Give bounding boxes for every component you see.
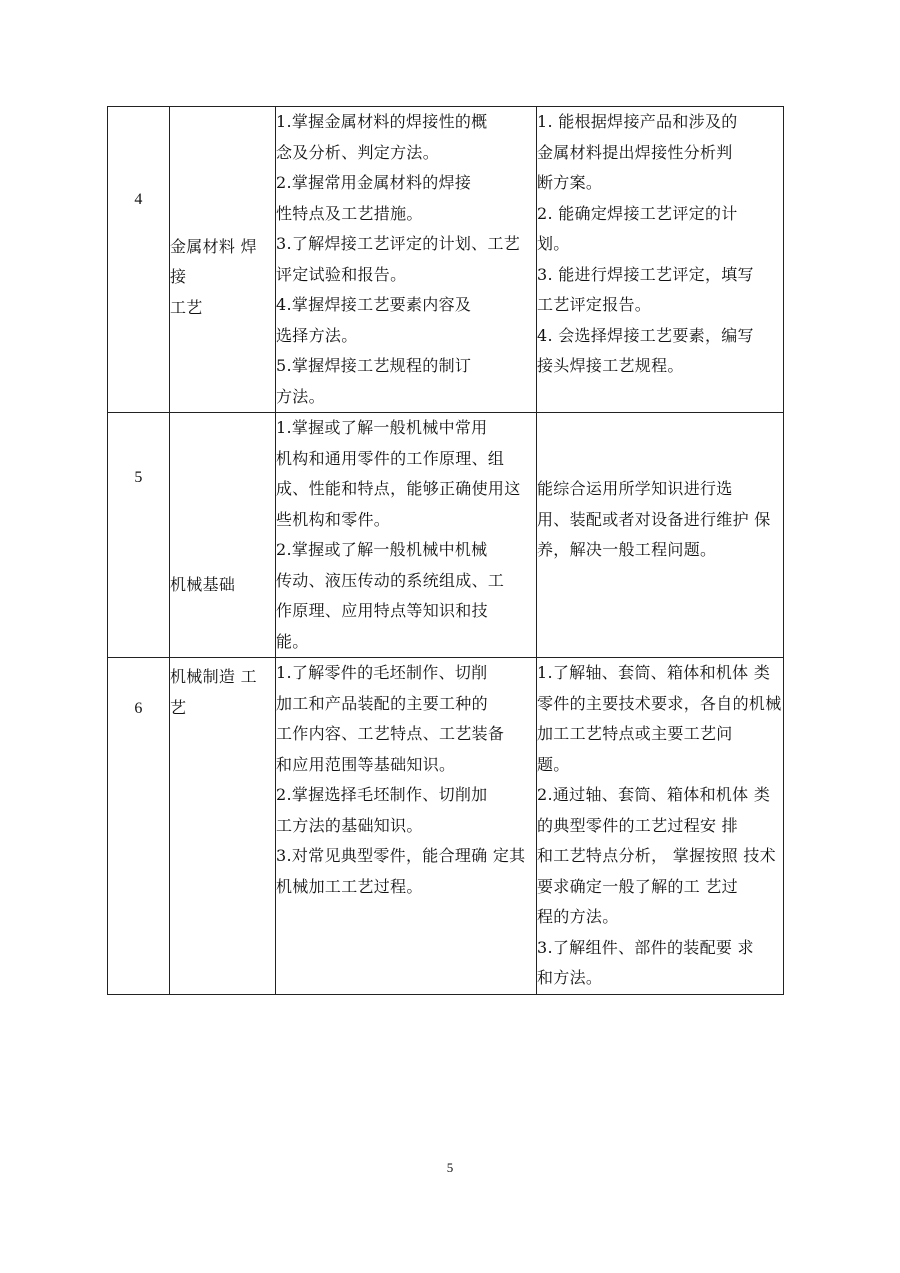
skill-requirements: 1. 能根据焊接产品和涉及的 金属材料提出焊接性分析判 断方案。 2. 能确定焊接工艺评定的计 划。 3. 能进行焊接工艺评定，填写 工艺评定报告。 4. 会选择焊接工艺要素，编写 接头焊接工艺规程。: [537, 107, 784, 413]
skill-requirements: 1.了解轴、套筒、箱体和机体 类 零件的主要技术要求，各自的机械 加工工艺特点或主要工艺问 题。 2.通过轴、套筒、箱体和机体 类 的典型零件的工艺过程安 排 和工艺特点分析， 掌握按照 技术 要求确定一般了解的工 艺过 程的方法。 3.了解组件、部件的装配要 求 和方法。: [537, 658, 784, 995]
row-number: 6: [108, 658, 170, 995]
page-number: 5: [446, 1160, 454, 1175]
course-name: 金属材料 焊 接 工艺: [170, 107, 276, 413]
knowledge-requirements: 1.掌握或了解一般机械中常用 机构和通用零件的工作原理、组 成、性能和特点，能够正确使用这 些机构和零件。 2.掌握或了解一般机械中机械 传动、液压传动的系统组成、工 作原理、应用特点等知识和技 能。: [276, 413, 537, 658]
course-name: 机械基础: [170, 413, 276, 658]
course-table: [107, 106, 784, 995]
course-name: 机械制造 工 艺: [170, 658, 276, 995]
skill-requirements: 能综合运用所学知识进行选 用、装配或者对设备进行维护 保 养，解决一般工程问题。: [537, 413, 784, 658]
row-number: 4: [108, 107, 170, 413]
knowledge-requirements: 1.了解零件的毛坯制作、切削 加工和产品装配的主要工种的 工作内容、工艺特点、工艺装备 和应用范围等基础知识。 2.掌握选择毛坯制作、切削加 工方法的基础知识。 3.对常见典型零件，能合理确 定其 机械加工工艺过程。: [276, 658, 537, 995]
table-row: [108, 107, 784, 413]
table-row: [108, 658, 784, 995]
row-number: 5: [108, 413, 170, 658]
knowledge-requirements: 1.掌握金属材料的焊接性的概 念及分析、判定方法。 2.掌握常用金属材料的焊接 性特点及工艺措施。 3.了解焊接工艺评定的计划、工艺 评定试验和报告。 4.掌握焊接工艺要素内容及 选择方法。 5.掌握焊接工艺规程的制订 方法。: [276, 107, 537, 413]
table-row: [108, 413, 784, 658]
